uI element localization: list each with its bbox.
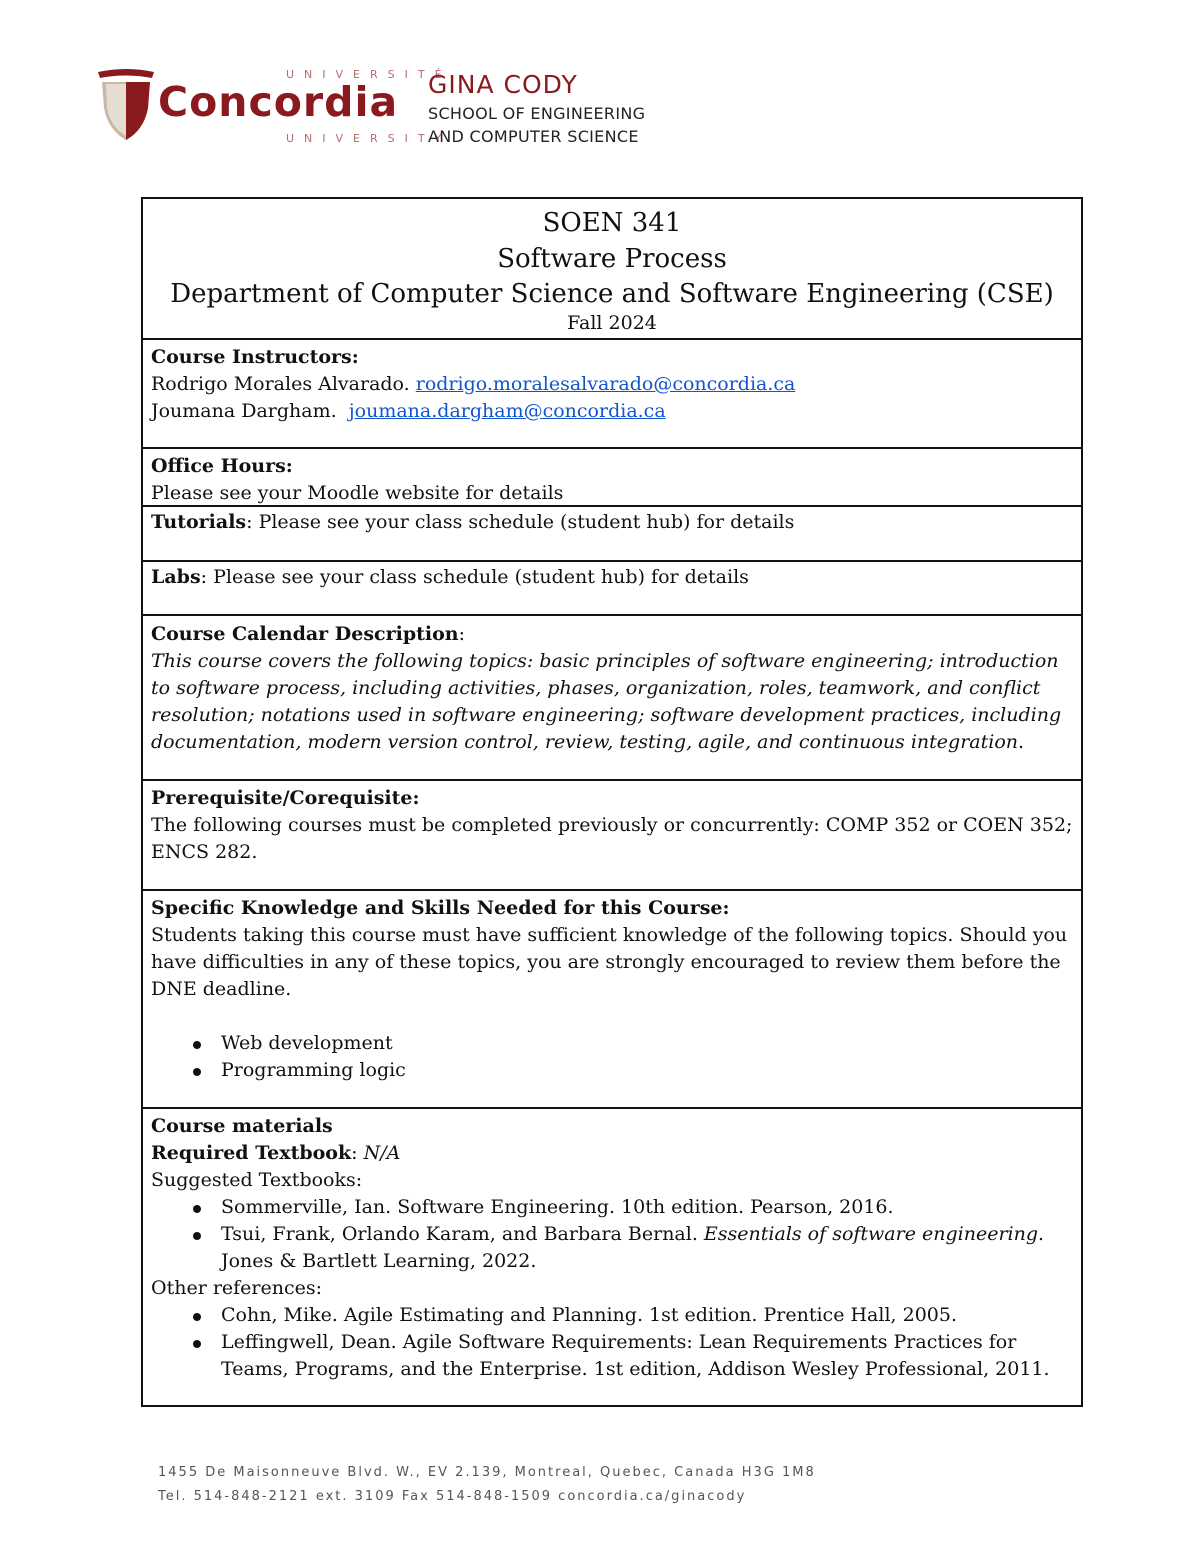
instructors-heading: Course Instructors:: [151, 346, 359, 368]
prerequisite-cell: [143, 779, 1081, 889]
labs-text: : Please see your class schedule (student hub) for details: [200, 566, 749, 588]
school-name-line3: AND COMPUTER SCIENCE: [428, 127, 639, 146]
knowledge-cell: [143, 889, 1081, 1107]
prerequisite-heading: Prerequisite/Corequisite:: [151, 787, 420, 809]
list-item: [151, 1221, 1073, 1275]
list-item: Cohn, Mike. Agile Estimating and Planning. 1st edition. Prentice Hall, 2005.: [151, 1302, 1073, 1329]
list-item: Programming logic: [151, 1057, 1073, 1084]
labs-heading: Labs: [151, 566, 201, 588]
reference-text: Tsui, Frank, Orlando Karam, and Barbara Bernal.: [221, 1223, 704, 1245]
labs-cell: [143, 560, 1081, 614]
instructor-email-link[interactable]: rodrigo.moralesalvarado@concordia.ca: [415, 373, 796, 395]
office-hours-text: Please see your Moodle website for details: [151, 482, 564, 504]
tutorials-cell: [143, 505, 1081, 560]
materials-heading: Course materials: [151, 1115, 333, 1137]
suggested-textbooks-list: [151, 1194, 1073, 1275]
term: Fall 2024: [567, 312, 657, 334]
calendar-heading: Course Calendar Description: [151, 623, 459, 645]
knowledge-list: [151, 1030, 1073, 1084]
materials-cell: [143, 1107, 1081, 1405]
instructor-name: Rodrigo Morales Alvarado.: [151, 373, 410, 395]
school-name-line2: SCHOOL OF ENGINEERING: [428, 104, 646, 123]
syllabus-table: [141, 197, 1083, 1407]
reference-text: Sommerville, Ian. Software Engineering. 10th edition. Pearson, 2016.: [221, 1196, 894, 1218]
instructors-cell: [143, 338, 1081, 447]
calendar-description-end: .: [1018, 731, 1025, 753]
instructor-email-link[interactable]: joumana.dargham@concordia.ca: [348, 400, 666, 422]
reference-tail: . Jones & Bartlett Learning, 2022.: [221, 1223, 1045, 1272]
department-name: Department of Computer Science and Software Engineering (CSE): [170, 279, 1054, 309]
concordia-crest-icon: [96, 68, 156, 142]
calendar-description-text: This course covers the following topics: basic principles of software engineering; introduction to software process, including activities, phases, organization, roles, teamwork, and conflict resolution; notations used in software engineering; software development practices, including documentation, modern version control, review, testing, agile, and continuous integration: [151, 650, 1062, 753]
knowledge-text: Students taking this course must have sufficient knowledge of the following topics. Should you have difficulties in any of these topics, you are strongly encouraged to review them before the DNE deadline.: [151, 924, 1068, 1000]
suggested-textbooks-label: Suggested Textbooks:: [151, 1169, 363, 1191]
list-item: [151, 1194, 1073, 1221]
instructor-name: Joumana Dargham.: [151, 400, 337, 422]
knowledge-heading: Specific Knowledge and Skills Needed for this Course:: [151, 897, 730, 919]
other-references-label: Other references:: [151, 1277, 323, 1299]
title-cell: [143, 199, 1081, 338]
course-name: Software Process: [497, 244, 727, 274]
required-textbook-value: N/A: [363, 1142, 401, 1164]
calendar-colon: :: [458, 623, 466, 645]
list-item: Leffingwell, Dean. Agile Software Requirements: Lean Requirements Practices for Teams, Programs, and the Enterprise. 1st edition, Addison Wesley Professional, 2011.: [151, 1329, 1073, 1383]
university-english-label: UNIVERSITY: [286, 132, 452, 145]
course-code: SOEN 341: [542, 208, 682, 238]
instructor-row: [151, 398, 1073, 425]
prerequisite-text: The following courses must be completed previously or concurrently: COMP 352 or COEN 352; ENCS 282.: [151, 814, 1073, 863]
reference-title: Essentials of software engineering: [703, 1223, 1039, 1245]
instructor-row: [151, 371, 1073, 398]
office-hours-cell: [143, 447, 1081, 505]
list-item: Web development: [151, 1030, 1073, 1057]
required-textbook-label: Required Textbook: [151, 1142, 352, 1164]
required-textbook-colon: :: [351, 1142, 364, 1164]
tutorials-text: : Please see your class schedule (student hub) for details: [246, 511, 795, 533]
office-hours-heading: Office Hours:: [151, 455, 293, 477]
calendar-description-cell: [143, 614, 1081, 779]
footer-contact: Tel. 514-848-2121 ext. 3109 Fax 514-848-1509 concordia.ca/ginacody: [158, 1489, 747, 1504]
header-logos: [96, 66, 716, 156]
other-references-list: [151, 1302, 1073, 1383]
footer-address: 1455 De Maisonneuve Blvd. W., EV 2.139, Montreal, Quebec, Canada H3G 1M8: [158, 1465, 816, 1480]
university-name: Concordia: [158, 78, 399, 126]
tutorials-heading: Tutorials: [151, 511, 247, 533]
university-french-label: UNIVERSITÉ: [286, 68, 452, 81]
school-name-line1: GINA CODY: [428, 70, 578, 99]
